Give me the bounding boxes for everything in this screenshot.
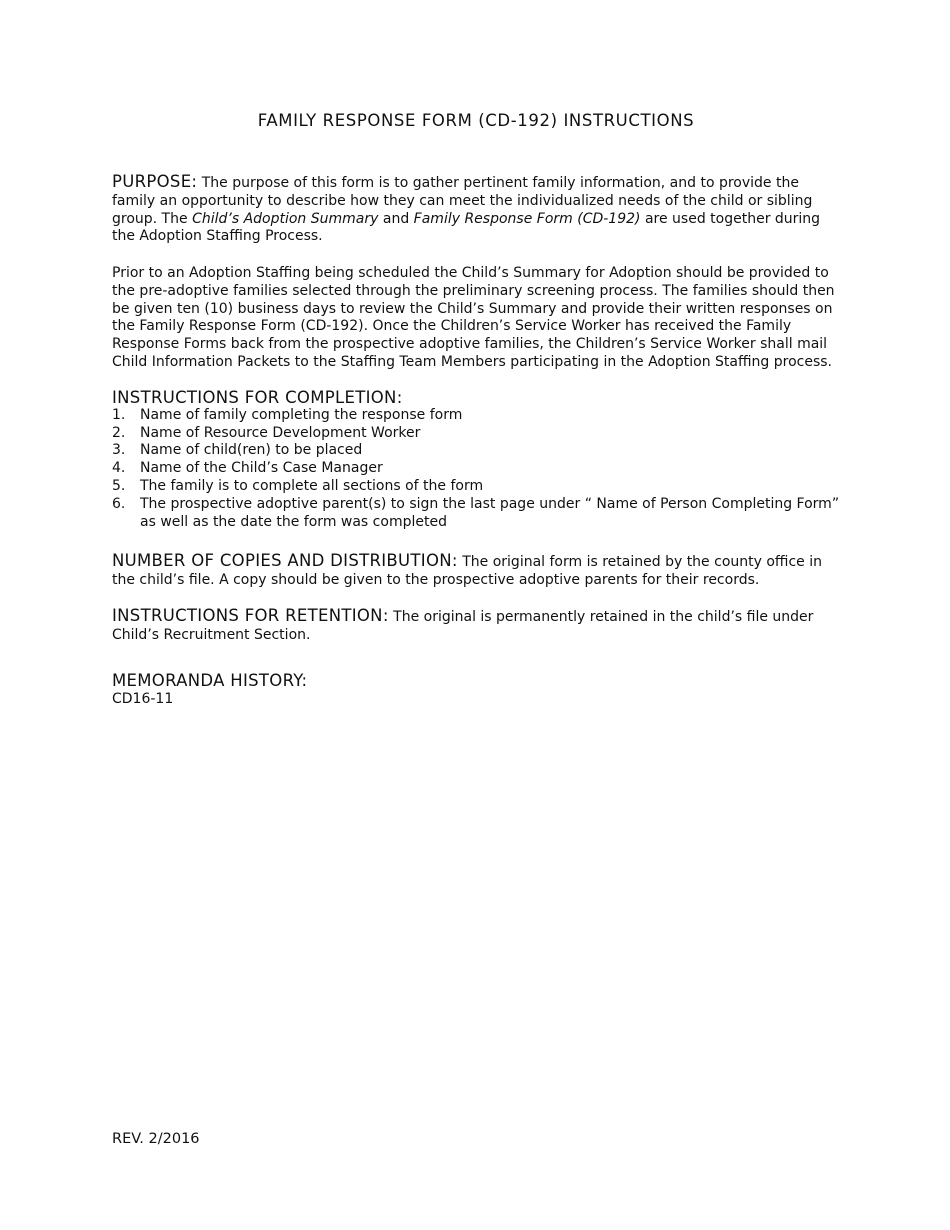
copies-heading: NUMBER OF COPIES AND DISTRIBUTION: — [112, 551, 458, 570]
document-title: FAMILY RESPONSE FORM (CD-192) INSTRUCTIONS — [257, 111, 695, 130]
prior-text: Prior to an Adoption Staffing being scheduled the Child’s Summary for Adoption should be provided to the pre-adoptive families selected through the preliminary screening process. The families should then be given ten (10) business days to review the Child’s Summary and provide their written responses on the Family Response Form (CD-192). Once the Children’s Service Worker has received the Family Response Forms back from the prospective adoptive families, the Children’s Service Worker shall mail Child Information Packets to the Staffing Team Members participating in the Adoption Staffing process. — [112, 265, 835, 370]
instructions-heading: INSTRUCTIONS FOR COMPLETION: — [112, 388, 403, 407]
list-item — [112, 496, 840, 532]
list-item-text: The prospective adoptive parent(s) to sign the last page under “ Name of Person Completing Form” as well as the date the form was completed — [140, 495, 840, 530]
memoranda-heading: MEMORANDA HISTORY: — [112, 671, 308, 690]
list-item-text: Name of the Child’s Case Manager — [140, 460, 383, 477]
list-item-number: 2. — [112, 424, 126, 441]
purpose-text-b: and — [378, 210, 414, 227]
retention-text: The original is permanently retained in the child’s file under Child’s Recruitment Section. — [112, 609, 814, 643]
purpose-italic-form: Family Response Form (CD-192) — [413, 210, 641, 227]
list-item — [112, 425, 840, 443]
purpose-heading: PURPOSE: — [112, 172, 198, 191]
purpose-text-c: are used together during the Adoption Staffing Process. — [112, 210, 821, 245]
list-item-text: Name of Resource Development Worker — [140, 424, 421, 441]
copies-text: The original form is retained by the county office in the child’s file. A copy should be given to the prospective adoptive parents for their records. — [112, 554, 822, 588]
list-item-number: 6. — [112, 495, 126, 512]
copies-section — [112, 552, 840, 590]
instructions-section — [112, 389, 840, 531]
instructions-list — [112, 407, 840, 532]
prior-paragraph — [112, 265, 840, 372]
list-item-number: 3. — [112, 442, 126, 459]
revision-footer: REV. 2/2016 — [112, 1131, 200, 1147]
retention-section — [112, 607, 840, 645]
list-item — [112, 478, 840, 496]
list-item-number: 1. — [112, 406, 126, 423]
purpose-text-a: The purpose of this form is to gather pertinent family information, and to provide the family an opportunity to describe how they can meet the individualized needs of the child or sibling group. The — [112, 175, 813, 227]
list-item-text: Name of family completing the response form — [140, 406, 463, 423]
memoranda-code: CD16-11 — [112, 690, 174, 707]
list-item-text: The family is to complete all sections of the form — [140, 477, 484, 494]
list-item-number: 5. — [112, 477, 126, 494]
retention-heading: INSTRUCTIONS FOR RETENTION: — [112, 606, 389, 625]
list-item — [112, 460, 840, 478]
purpose-italic-summary: Child’s Adoption Summary — [192, 210, 379, 227]
list-item-text: Name of child(ren) to be placed — [140, 442, 363, 459]
list-item — [112, 407, 840, 425]
list-item-number: 4. — [112, 460, 126, 477]
purpose-section — [112, 173, 840, 246]
memoranda-section — [112, 672, 840, 708]
list-item — [112, 442, 840, 460]
